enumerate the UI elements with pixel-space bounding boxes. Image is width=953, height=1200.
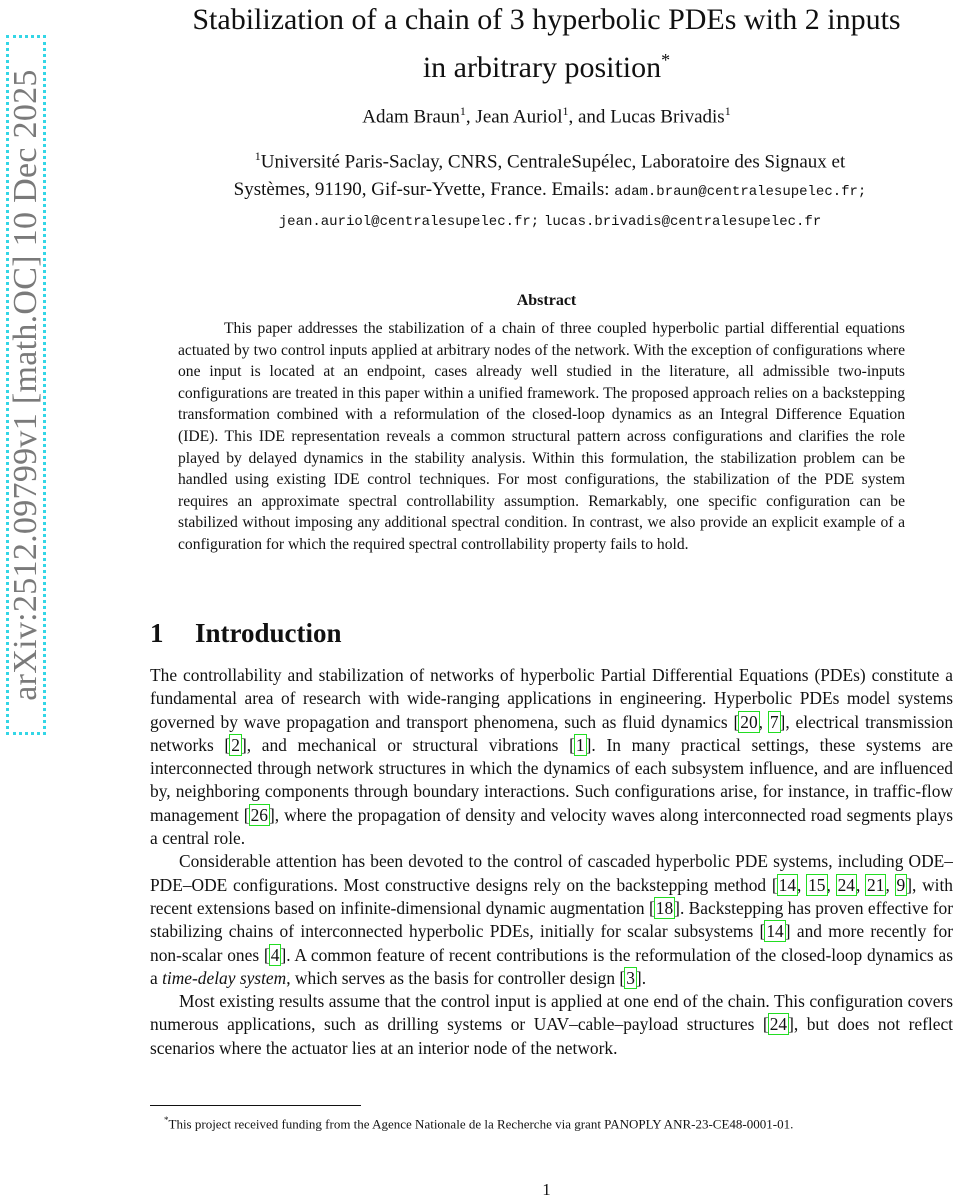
citation-link[interactable]: 4 [270, 944, 280, 965]
paper-title [140, 0, 953, 88]
author-name: Jean Auriol [475, 106, 563, 128]
arxiv-identifier: arXiv:2512.09799v1 [math.OC] 10 Dec 2025 [7, 69, 44, 701]
page-number: 1 [542, 1180, 551, 1199]
title-line-2: in arbitrary position [422, 51, 662, 84]
citation-link[interactable]: 2 [231, 734, 240, 755]
citation-link[interactable]: 18 [655, 897, 674, 918]
email-link[interactable]: jean.auriol@centralesupelec.fr; [278, 214, 540, 231]
paragraph: The controllability and stabilization of networks of hyperbolic Partial Differential Equations (PDEs) constitute a fundamental area of research with wide-ranging applications in engineering. Hyperbolic PDEs model systems governed by wave propagation and transport phenomena, such as fluid dynamics [20, 7], electrical transmission networks [2], and mechanical or structural vibrations [1]. In many practical settings, these systems are interconnected through network structures in which the dynamics of each subsystem influence, and are influenced by, neighboring components through boundary interactions. Such configurations arise, for instance, in traffic-flow management [26], where the propagation of density and velocity waves along interconnected road segments plays a central role. [150, 665, 953, 849]
citation-link[interactable]: 14 [766, 921, 784, 942]
affil-mark: 1 [254, 149, 261, 163]
email-link[interactable]: adam.braun@centralesupelec.fr; [614, 184, 867, 201]
abstract [178, 318, 905, 556]
emphasis: time-delay system [162, 967, 287, 988]
citation-link[interactable]: 20 [740, 711, 758, 732]
footnote-mark: * [164, 1115, 169, 1125]
section-title: Introduction [195, 618, 342, 648]
author-affil-mark: 1 [724, 104, 731, 118]
citation-link[interactable]: 7 [769, 711, 779, 732]
footnote-text: This project received funding from the Agence Nationale de la Recherche via grant PANOPLY ANR-23-CE48-0001-01. [168, 1116, 794, 1132]
title-line-1: Stabilization of a chain of 3 hyperbolic PDEs with 2 inputs [192, 3, 901, 36]
affiliation [150, 142, 950, 236]
author-name: Lucas Brivadis [610, 106, 725, 128]
citation-link[interactable]: 14 [778, 874, 797, 895]
footnote [150, 1110, 953, 1134]
arxiv-stamp [6, 35, 46, 735]
paragraph: Considerable attention has been devoted to the control of cascaded hyperbolic PDE systems, including ODE–PDE–ODE configurations. Most constructive designs rely on the backstepping method [14, 15, 24, 21, 9], with recent extensions based on infinite-dimensional dynamic augmentation [18]. Backstepping has proven effective for stabilizing chains of interconnected hyperbolic PDEs, initially for scalar subsystems [14] and more recently for non-scalar ones [4]. A common feature of recent contributions is the reformulation of the closed-loop dynamics as a time-delay system, which serves as the basis for controller design [3]. [150, 851, 953, 988]
citation-link[interactable]: 24 [837, 874, 855, 895]
section-number: 1 [150, 618, 164, 648]
abstract-heading: Abstract [516, 292, 577, 309]
author-name: Adam Braun [362, 106, 460, 128]
body-text [150, 664, 953, 1060]
paragraph: Most existing results assume that the control input is applied at one end of the chain. This configuration covers numerous applications, such as drilling systems or UAV–cable–payload structures [24], but does not reflect scenarios where the actuator lies at an interior node of the network. [150, 991, 953, 1058]
citation-link[interactable]: 1 [575, 734, 585, 755]
citation-link[interactable]: 24 [769, 1014, 788, 1035]
email-link[interactable]: lucas.brivadis@centralesupelec.fr [543, 214, 822, 231]
author-list [140, 98, 953, 130]
author-separator: , and [568, 106, 611, 128]
footnote-rule [150, 1105, 361, 1106]
affil-line-2: Systèmes, 91190, Gif-sur-Yvette, France. Emails: [233, 179, 615, 201]
citation-link[interactable]: 21 [867, 874, 885, 895]
affil-line-1: Université Paris-Saclay, CNRS, CentraleSupélec, Laboratoire des Signaux et [260, 151, 846, 173]
section-heading [150, 618, 342, 649]
citation-link[interactable]: 26 [250, 804, 268, 825]
citation-link[interactable]: 3 [626, 967, 635, 988]
citation-link[interactable]: 9 [896, 874, 906, 895]
citation-link[interactable]: 15 [808, 874, 826, 895]
author-separator: , [465, 106, 476, 128]
author-affil-mark: 1 [459, 104, 466, 118]
title-footnote-mark[interactable]: * [661, 50, 671, 70]
abstract-text: This paper addresses the stabilization of a chain of three coupled hyperbolic partial differential equations actuated by two control inputs applied at arbitrary nodes of the network. With the exception of configurations where one input is located at an endpoint, cases already well studied in the literature, all admissible two-inputs configurations are treated in this paper within a unified framework. The proposed approach relies on a backstepping transformation combined with a reformulation of the closed-loop dynamics as an Integral Difference Equation (IDE). This IDE representation reveals a common structural pattern across configurations and clarifies the role played by delayed dynamics in the stability analysis. Within this formulation, the stabilization problem can be handled using existing IDE control techniques. For most configurations, the stabilization of the PDE system requires an approximate spectral controllability assumption. Remarkably, one specific configuration can be stabilized without imposing any additional spectral condition. In contrast, we also provide an explicit example of a configuration for which the required spectral controllability property fails to hold. [178, 320, 905, 553]
author-affil-mark: 1 [562, 104, 569, 118]
